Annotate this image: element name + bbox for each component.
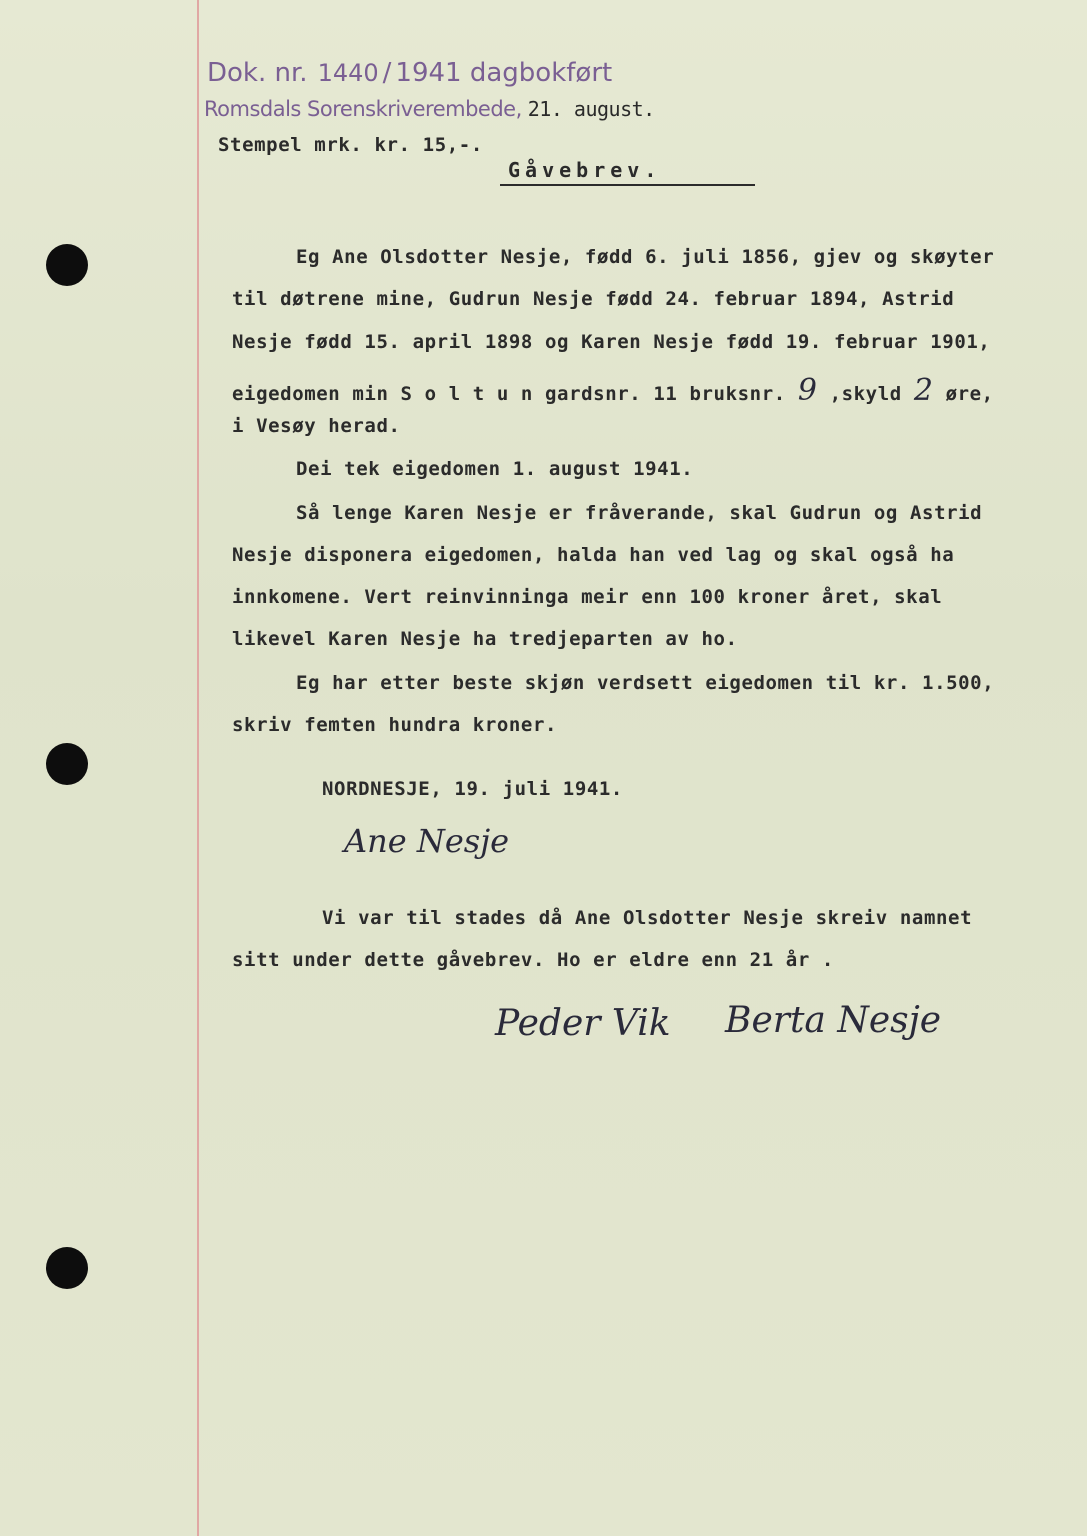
body-text: øre, <box>933 383 994 405</box>
stamp-date: 21. august. <box>527 97 655 121</box>
body-line: Dei tek eigedomen 1. august 1941. <box>296 458 694 480</box>
signature-ane-nesje: Ane Nesje <box>344 822 510 860</box>
body-line: Eg har etter beste skjøn verdsett eigedomen til kr. 1.500, <box>296 672 995 694</box>
body-line: Så lenge Karen Nesje er fråverande, skal Gudrun og Astrid <box>296 502 983 524</box>
stamp-slash: / <box>382 58 392 88</box>
body-text: ,skyld <box>817 383 914 405</box>
stamp-dok-number: 1440 <box>317 59 379 87</box>
body-line: Nesje disponera eigedomen, halda han ved lag og skal også ha <box>232 544 955 566</box>
place-date: NORDNESJE, 19. juli 1941. <box>322 778 623 800</box>
stempel-line: Stempel mrk. kr. 15,-. <box>218 134 483 156</box>
witness-line: Vi var til stades då Ane Olsdotter Nesje skreiv namnet <box>322 907 973 929</box>
body-line: skriv femten hundra kroner. <box>232 714 558 736</box>
body-line: Eg Ane Olsdotter Nesje, fødd 6. juli 1856, gjev og skøyter <box>296 246 995 268</box>
margin-rule <box>197 0 199 1536</box>
body-line: innkomene. Vert reinvinninga meir enn 100 kroner året, skal <box>232 586 943 608</box>
stamp-office: Romsdals Sorenskriverembede, <box>204 97 522 121</box>
stamp-dagbokfort: dagbokført <box>469 58 613 88</box>
punch-hole-middle <box>46 743 88 785</box>
stamp-office-line <box>204 97 655 121</box>
witness-line: sitt under dette gåvebrev. Ho er eldre enn 21 år . <box>232 949 834 971</box>
body-line: likevel Karen Nesje ha tredjeparten av ho. <box>232 628 738 650</box>
punch-hole-bottom <box>46 1247 88 1289</box>
signature-peder-vik: Peder Vik <box>495 1003 671 1044</box>
signature-berta-nesje: Berta Nesje <box>725 1000 942 1041</box>
body-text: eigedomen min S o l t u n gardsnr. 11 bruksnr. <box>232 383 798 405</box>
body-line-soltun <box>232 373 994 408</box>
title-underline <box>500 184 755 186</box>
punch-hole-top <box>46 244 88 286</box>
body-line: i Vesøy herad. <box>232 415 401 437</box>
stamp-dok-label: Dok. nr. <box>207 58 308 88</box>
handwritten-skyld: 2 <box>913 373 934 408</box>
registration-stamp <box>207 58 612 88</box>
body-line: til døtrene mine, Gudrun Nesje fødd 24. februar 1894, Astrid <box>232 288 955 310</box>
stamp-year: 1941 <box>395 58 462 88</box>
handwritten-bruksnr: 9 <box>797 373 818 408</box>
document-title: Gåvebrev. <box>508 158 662 182</box>
body-line: Nesje fødd 15. april 1898 og Karen Nesje fødd 19. februar 1901, <box>232 331 991 353</box>
